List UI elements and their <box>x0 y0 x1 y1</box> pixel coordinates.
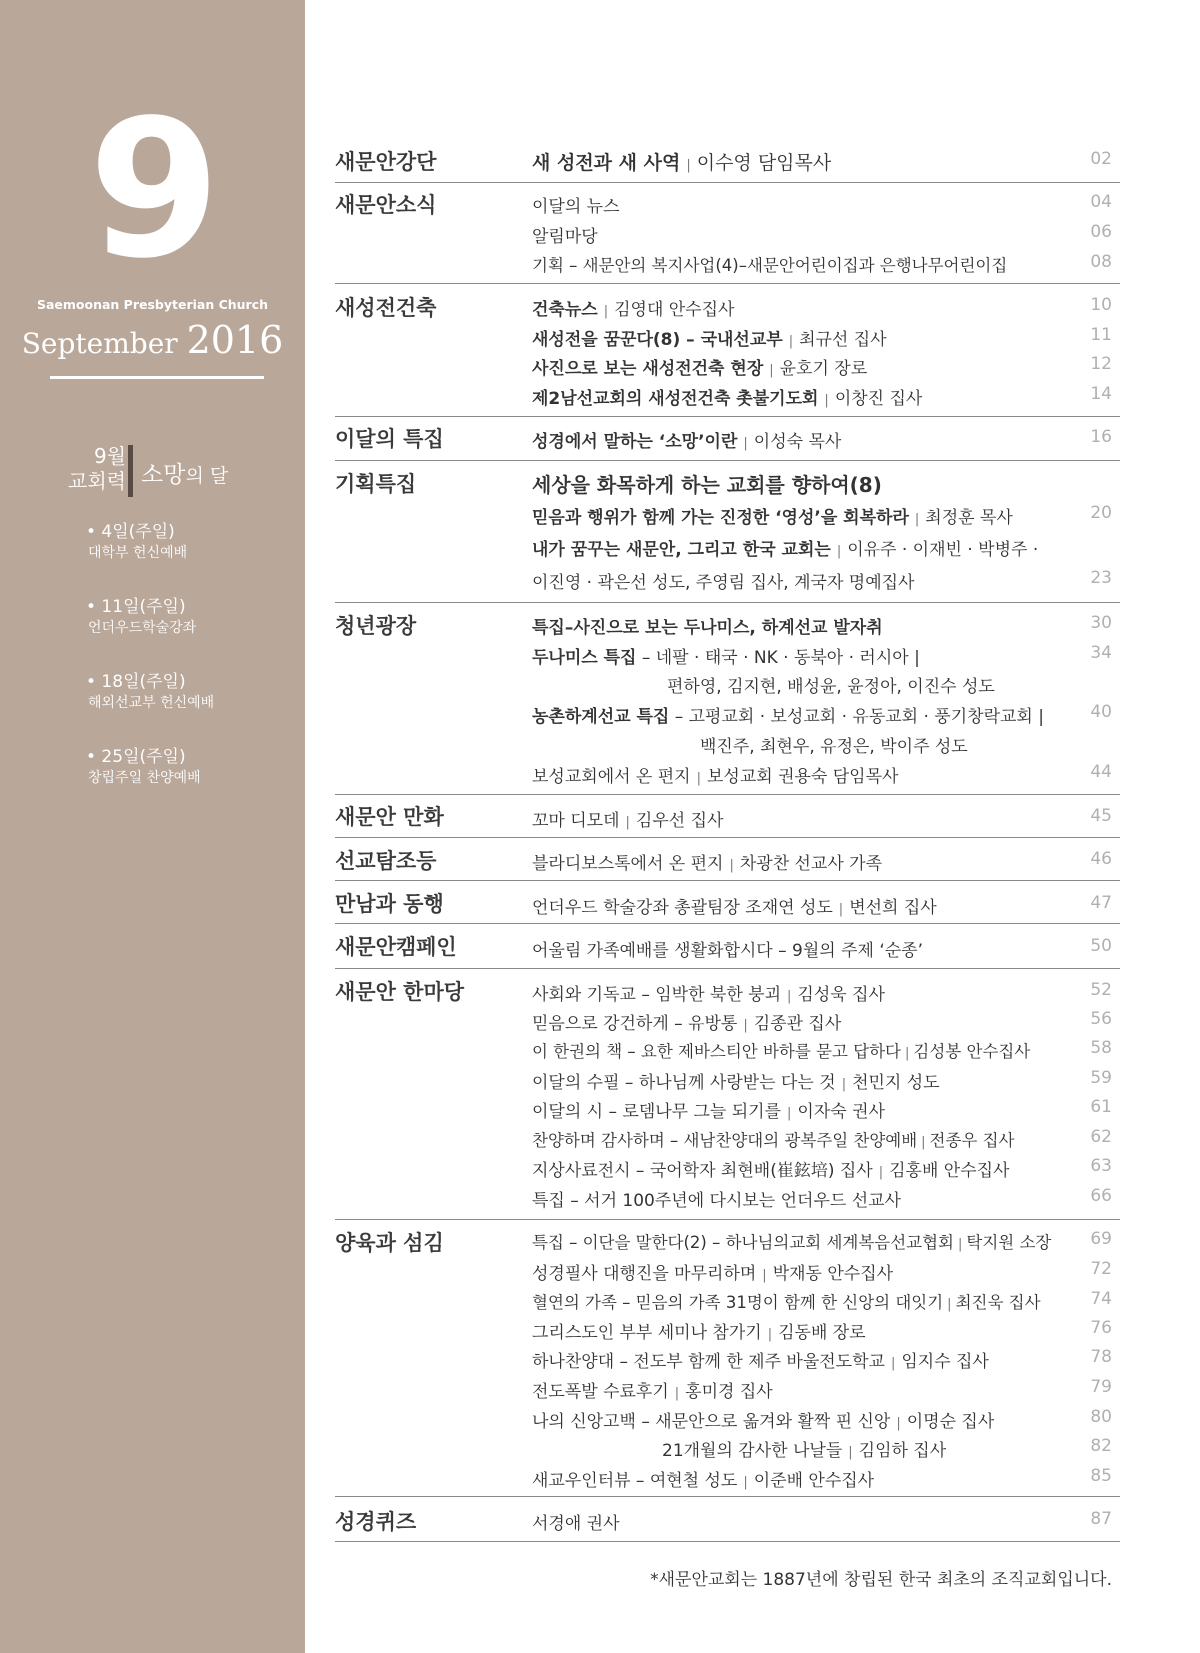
toc-entry[interactable]: 이달의 뉴스 <box>532 197 620 217</box>
page-number: 14 <box>1090 384 1112 404</box>
separator: | <box>625 815 630 830</box>
event-date: • 11일(주일) <box>86 597 186 617</box>
separator: | <box>674 1386 680 1401</box>
toc-entry[interactable] <box>532 1259 893 1284</box>
toc-entry[interactable] <box>532 762 898 787</box>
section-divider <box>335 182 1120 183</box>
separator: | <box>762 1268 767 1283</box>
toc-entry[interactable] <box>532 503 1013 528</box>
entry-author: 김홍배 안수집사 <box>889 1161 1010 1181</box>
section-divider <box>335 602 1120 603</box>
separator: | <box>787 989 792 1004</box>
entry-title: 지상사료전시 – 국어학자 최현배(崔鉉培) 집사 <box>532 1161 873 1181</box>
page-number: 87 <box>1090 1509 1112 1529</box>
page-number: 11 <box>1090 325 1112 345</box>
page-number: 10 <box>1090 295 1112 315</box>
toc-entry[interactable] <box>532 1068 940 1093</box>
page-number: 06 <box>1090 222 1112 242</box>
section-title: 양육과 섬김 <box>335 1231 444 1255</box>
issue-month: September <box>21 327 178 360</box>
toc-entry[interactable] <box>532 384 922 409</box>
page-number: 40 <box>1090 702 1112 722</box>
entry-author: 차광찬 선교사 가족 <box>739 854 883 874</box>
entry-title: 그리스도인 부부 세미나 참가기 <box>532 1323 762 1343</box>
entry-title: 새 성전과 새 사역 <box>532 152 681 174</box>
page-number: 02 <box>1090 149 1112 169</box>
event-date: • 4일(주일) <box>86 522 175 542</box>
page-number: 52 <box>1090 980 1112 1000</box>
entry-title: 이달의 수필 – 하나님께 사랑받는 다는 것 <box>532 1073 836 1093</box>
entry-author: 이수영 담임목사 <box>696 152 832 174</box>
separator: | <box>890 1356 896 1371</box>
footer-note: *새문안교회는 1887년에 창립된 한국 최초의 조직교회입니다. <box>650 1570 1112 1590</box>
entry-title: 이 한권의 책 – 요한 제바스티안 바하를 묻고 답하다 <box>532 1042 901 1061</box>
section-divider <box>335 880 1120 881</box>
entry-title: 새성전을 꿈꾼다(8) – 국내선교부 <box>532 330 783 350</box>
section-title: 만남과 동행 <box>335 892 444 916</box>
separator: | <box>848 1445 853 1460</box>
toc-entry[interactable]: 서경애 권사 <box>532 1514 620 1534</box>
entry-author: 최진욱 집사 <box>955 1293 1041 1312</box>
separator: | <box>787 1106 792 1121</box>
toc-entry[interactable] <box>532 643 920 668</box>
page-number: 34 <box>1090 643 1112 663</box>
theme-suffix: 의 달 <box>185 465 229 487</box>
entry-title: 보성교회에서 온 편지 <box>532 767 691 787</box>
entry-title: 건축뉴스 <box>532 300 598 320</box>
entry-title: 성경필사 대행진을 마무리하며 <box>532 1264 757 1284</box>
separator: | <box>686 158 691 173</box>
event-date: • 18일(주일) <box>86 672 186 692</box>
separator: | <box>743 1475 748 1490</box>
toc-entry-continued: 이진영 · 곽은선 성도, 주영림 집사, 계국자 명예집사 <box>532 573 915 593</box>
toc-entry[interactable] <box>532 1318 866 1343</box>
toc-entry[interactable]: 어울림 가족예배를 생활화합시다 – 9월의 주제 ‘순종’ <box>532 941 923 961</box>
separator: | <box>729 858 734 873</box>
page-number: 44 <box>1090 762 1112 782</box>
entry-author: 김동배 장로 <box>778 1323 866 1343</box>
entry-subtitle: – 고평교회 · 보성교회 · 유동교회 · 풍기창락교회 | <box>669 707 1044 727</box>
toc-entry[interactable]: 특집 – 서거 100주년에 다시보는 언더우드 선교사 <box>532 1191 901 1211</box>
entry-author: 이자숙 권사 <box>797 1102 885 1122</box>
section-divider <box>335 968 1120 969</box>
entry-author: 천민지 성도 <box>852 1073 940 1093</box>
entry-author: 김임하 집사 <box>858 1441 947 1461</box>
section-divider <box>335 460 1120 461</box>
toc-entry[interactable] <box>662 1436 946 1461</box>
toc-entry-continued: 백진주, 최현우, 유정은, 박이주 성도 <box>700 737 968 757</box>
page-number: 72 <box>1090 1259 1112 1279</box>
event-date: • 25일(주일) <box>86 747 186 767</box>
toc-entry[interactable] <box>532 354 867 379</box>
toc-entry[interactable] <box>532 1127 1014 1151</box>
toc-entry[interactable]: 특집–사진으로 보는 두나미스, 하계선교 발자취 <box>532 618 883 638</box>
separator: | <box>914 512 920 527</box>
toc-entry[interactable] <box>532 325 887 350</box>
entry-title: 하나찬양대 – 전도부 함께 한 제주 바울전도학교 <box>532 1352 885 1372</box>
entry-title: 사회와 기독교 – 임박한 북한 붕괴 <box>532 985 782 1005</box>
page-number: 50 <box>1090 936 1112 956</box>
section-title: 선교탐조등 <box>335 849 437 873</box>
issue-year: 2016 <box>186 318 284 362</box>
calendar-label-text: 교회력 <box>68 469 126 493</box>
page-number: 62 <box>1090 1127 1112 1147</box>
toc-entry[interactable] <box>532 1229 1051 1253</box>
entry-title: 내가 꿈꾸는 새문안, 그리고 한국 교회는 <box>532 540 831 560</box>
toc-entry[interactable] <box>532 1038 1030 1062</box>
page-number: 04 <box>1090 192 1112 212</box>
entry-title: 언더우드 학술강좌 총괄팀장 조재연 성도 <box>532 898 833 918</box>
page-number: 23 <box>1090 568 1112 588</box>
entry-author: 임지수 집사 <box>901 1352 989 1372</box>
toc-entry[interactable] <box>532 893 937 918</box>
toc-entry[interactable] <box>532 1289 1041 1313</box>
page-number: 56 <box>1090 1009 1112 1029</box>
page-number: 79 <box>1090 1377 1112 1397</box>
section-divider <box>335 1541 1120 1542</box>
toc-entry[interactable]: 세상을 화목하게 하는 교회를 향하여(8) <box>532 473 882 497</box>
entry-author: 보성교회 권용숙 담임목사 <box>707 767 899 787</box>
entry-author: 윤호기 장로 <box>779 359 868 379</box>
section-divider <box>335 794 1120 795</box>
separator: | <box>958 1237 963 1252</box>
entry-author: 최정훈 목사 <box>925 508 1013 528</box>
separator: | <box>743 1018 748 1033</box>
separator: | <box>743 436 748 451</box>
entry-title: 농촌하계선교 특집 <box>532 707 670 727</box>
page-number: 61 <box>1090 1097 1112 1117</box>
page-number: 66 <box>1090 1186 1112 1206</box>
event-name: 해외선교부 헌신예배 <box>88 695 215 711</box>
entry-author: 김우선 집사 <box>635 811 724 831</box>
section-divider <box>335 923 1120 924</box>
month-number: 9 <box>88 79 217 300</box>
page-number: 45 <box>1090 806 1112 826</box>
toc-entry[interactable] <box>532 1377 773 1402</box>
page-number: 74 <box>1090 1289 1112 1309</box>
section-title: 새문안강단 <box>335 150 437 174</box>
page-number: 47 <box>1090 893 1112 913</box>
separator: | <box>878 1165 884 1180</box>
theme-word: 소망 <box>141 462 186 488</box>
entry-subtitle: – 네팔 · 태국 · NK · 동북아 · 러시아 | <box>636 648 920 668</box>
section-title: 청년광장 <box>335 614 417 638</box>
event-name: 창립주일 찬양예배 <box>88 770 201 786</box>
toc-entry[interactable] <box>532 295 734 320</box>
section-title: 새문안 한마당 <box>335 980 465 1004</box>
calendar-label-month: 9월 <box>93 444 126 468</box>
page-number: 78 <box>1090 1347 1112 1367</box>
page-number: 85 <box>1090 1466 1112 1486</box>
separator: | <box>896 1416 901 1431</box>
page-number: 20 <box>1090 503 1112 523</box>
page-number: 08 <box>1090 252 1112 272</box>
toc-entry[interactable] <box>532 148 831 175</box>
section-title: 성경퀴즈 <box>335 1510 417 1534</box>
entry-title: 전도폭발 수료후기 <box>532 1382 669 1402</box>
page-number: 82 <box>1090 1436 1112 1456</box>
toc-entry[interactable] <box>532 427 841 452</box>
entry-author: 김종관 집사 <box>753 1014 842 1034</box>
section-divider <box>335 416 1120 417</box>
toc-entry[interactable] <box>532 1156 1009 1181</box>
toc-entry[interactable] <box>532 1097 885 1122</box>
entry-title: 21개월의 감사한 나날들 <box>662 1441 843 1461</box>
page-number: 16 <box>1090 427 1112 447</box>
church-name: Saemoonan Presbyterian Church <box>36 297 269 312</box>
section-title: 이달의 특집 <box>335 427 444 451</box>
entry-author: 전종우 집사 <box>929 1131 1015 1150</box>
page-number: 80 <box>1090 1407 1112 1427</box>
entry-author: 이창진 집사 <box>834 389 923 409</box>
entry-author: 김영대 안수집사 <box>614 300 735 320</box>
entry-title: 새교우인터뷰 – 여현철 성도 <box>532 1471 738 1491</box>
entry-title: 두나미스 특집 <box>532 648 637 668</box>
entry-title: 이달의 시 – 로뎀나무 그늘 되기를 <box>532 1102 782 1122</box>
separator: | <box>905 1046 910 1061</box>
section-divider <box>335 1219 1120 1220</box>
toc-entry[interactable] <box>532 702 1044 727</box>
separator: | <box>838 902 844 917</box>
page-number: 12 <box>1090 354 1112 374</box>
toc-entry[interactable] <box>532 535 1038 560</box>
section-title: 기획특집 <box>335 472 417 496</box>
page-number: 63 <box>1090 1156 1112 1176</box>
section-title: 새문안소식 <box>335 193 437 217</box>
entry-title: 블라디보스톡에서 온 편지 <box>532 854 724 874</box>
entry-title: 나의 신앙고백 – 새문안으로 옮겨와 활짝 핀 신앙 <box>532 1412 891 1432</box>
entry-author: 탁지원 소장 <box>966 1233 1052 1252</box>
section-divider <box>335 837 1120 838</box>
entry-title: 꼬마 디모데 <box>532 811 620 831</box>
separator: | <box>769 363 774 378</box>
entry-author: 김성봉 안수집사 <box>913 1042 1031 1061</box>
page-number: 58 <box>1090 1038 1112 1058</box>
page-number: 76 <box>1090 1318 1112 1338</box>
toc-entry[interactable] <box>532 1009 841 1034</box>
page-number: 69 <box>1090 1229 1112 1249</box>
entry-author: 변선희 집사 <box>849 898 937 918</box>
separator: | <box>767 1327 773 1342</box>
toc-entry[interactable] <box>532 980 885 1005</box>
entry-author: 이성숙 목사 <box>753 432 842 452</box>
entry-author: 이준배 안수집사 <box>753 1471 875 1491</box>
toc-entry[interactable] <box>532 806 723 831</box>
toc-entry[interactable] <box>532 1407 994 1432</box>
event-name: 대학부 헌신예배 <box>88 545 188 561</box>
entry-title: 제2남선교회의 새성전건축 촛불기도회 <box>532 389 819 409</box>
separator: | <box>836 544 842 559</box>
entry-title: 특집 – 이단을 말한다(2) – 하나님의교회 세계복음선교협회 <box>532 1233 954 1252</box>
entry-author: 이유주 · 이재빈 · 박병주 · <box>847 540 1039 560</box>
separator: | <box>947 1297 952 1312</box>
section-title: 새문안캠페인 <box>335 935 457 959</box>
separator: | <box>841 1077 847 1092</box>
toc-entry[interactable] <box>532 849 882 874</box>
section-divider <box>335 1496 1120 1497</box>
toc-entry[interactable] <box>532 1347 989 1372</box>
section-title: 새성전건축 <box>335 296 437 320</box>
event-name: 언더우드학술강좌 <box>88 620 197 636</box>
section-divider <box>335 283 1120 284</box>
separator: | <box>696 771 701 786</box>
separator: | <box>788 334 794 349</box>
toc-entry[interactable] <box>532 1466 874 1491</box>
page-number: 46 <box>1090 849 1112 869</box>
page-number: 30 <box>1090 613 1112 633</box>
entry-author: 홍미경 집사 <box>685 1382 773 1402</box>
entry-title: 사진으로 보는 새성전건축 현장 <box>532 359 764 379</box>
entry-author: 최규선 집사 <box>799 330 887 350</box>
toc-entry[interactable]: 기획 – 새문안의 복지사업(4)–새문안어린이집과 은행나무어린이집 <box>532 256 1008 275</box>
entry-author: 이명순 집사 <box>906 1412 995 1432</box>
entry-title: 믿음과 행위가 함께 가는 진정한 ‘영성’을 회복하라 <box>532 508 909 528</box>
page-number: 59 <box>1090 1068 1112 1088</box>
separator: | <box>921 1135 926 1150</box>
toc-entry-continued: 편하영, 김지현, 배성윤, 윤정아, 이진수 성도 <box>667 677 995 697</box>
entry-author: 김성욱 집사 <box>797 985 885 1005</box>
entry-title: 성경에서 말하는 ‘소망’이란 <box>532 432 738 452</box>
entry-title: 혈연의 가족 – 믿음의 가족 31명이 함께 한 신앙의 대잇기 <box>532 1293 944 1312</box>
entry-title: 찬양하며 감사하며 – 새남찬양대의 광복주일 찬양예배 <box>532 1131 918 1150</box>
section-title: 새문안 만화 <box>335 805 444 829</box>
separator: | <box>603 304 609 319</box>
entry-title: 믿음으로 강건하게 – 유방통 <box>532 1014 738 1034</box>
separator: | <box>824 393 829 408</box>
toc-entry[interactable]: 알림마당 <box>532 227 598 247</box>
entry-author: 박재동 안수집사 <box>772 1264 894 1284</box>
